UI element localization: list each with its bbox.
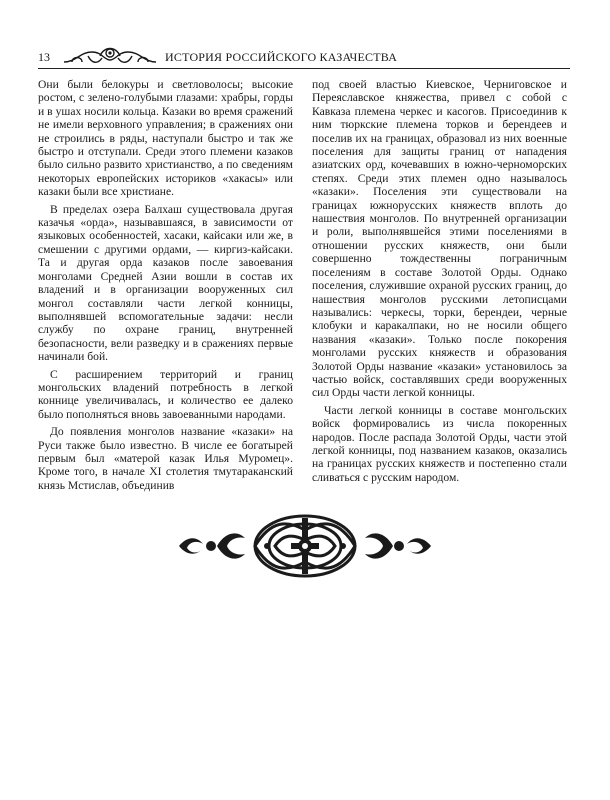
header-rule [38,68,570,69]
paragraph: В пределах озера Балхаш существовала другая казачья «орда», называвшаяся, в зависимости от языковых особенностей, хасаки, кайсаки или же, в смешении с другими ордами, — киргиз-кайсаки. Та и другая орда казаков после завоевания монголами Средней Азии вошли в состав их владений и в организации вооруженных сил монгол составляли части легкой конницы, выполнявшей вспомогательные задачи: несли службу по охране границ, внутренней безопасности, вели разведку и в сражениях первые начинали бой. [38,202,293,364]
scroll-ornament-icon [62,44,158,70]
left-column [38,78,293,496]
right-column [312,78,567,488]
running-title: ИСТОРИЯ РОССИЙСКОГО КАЗАЧЕСТВА [165,50,398,64]
paragraph: под своей властью Киевское, Черниговское и Переяславское княжества, привел с собой с Кавказа племена черкес и касогов. Присоединив к ним тюркские племена торков и берендеев и поселив их на границах, образовал из них военные поселения для защиты границ от нападения азиатских орд, кочевавших в южно-черноморских степях. Среди этих племен одно называлось «казаки». Поселения эти существовали на границах южнорусских княжеств вплоть до нашествия монголов. По внутренней организации и роли, выполнявшейся этими поселениями в отношении русских княжеств, они были совершенно тождественны пограничным поселениям в составе Золотой Орды. Однако поселения, служившие охраной русских границ, до нашествия монголов русскими летописцами назывались: черкесы, торки, берендеи, черные клобуки и каракалпаки, но не носили общего названия «казаки». Только после покорения монголами русских княжеств и образования Золотой Орды название «казаки» установилось за частью войск, составлявших среди вооруженных сил Орды части легкой конницы. [312,78,567,400]
paragraph: Части легкой конницы в составе монгольских войск формировались из числа покоренных народов. После распада Золотой Орды, части этой легкой конницы, под названием казаков, оказались на границах русских княжеств и постепенно стали сливаться с русским народом. [312,403,567,484]
ornamental-tailpiece-icon [175,510,435,582]
paragraph: Они были белокуры и светловолосы; высокие ростом, с зелено-голубыми глазами: храбры, горды и в ушах носили кольца. Казаки во время сражений не имели верховного управления; в сражениях они не строились в ряды, наступали быстро и так же быстро и отступали. Среди этого племени казаков было сильно развито христианство, а по сведениям некоторых европейских историков «хакасы» или казаки были все христиане. [38,78,293,199]
paragraph: С расширением территорий и границ монгольских владений потребность в легкой коннице увеличивалась, и количество ее далеко было пополняться вновь завоеванными народами. [38,367,293,421]
page-number: 13 [38,50,50,64]
paragraph: До появления монголов название «казаки» на Руси также было известно. В числе ее богатырей первым был «матерой казак Илья Муромец». Кроме того, в начале XI столетия тмутараканский князь Мстислав, объединив [38,425,293,492]
